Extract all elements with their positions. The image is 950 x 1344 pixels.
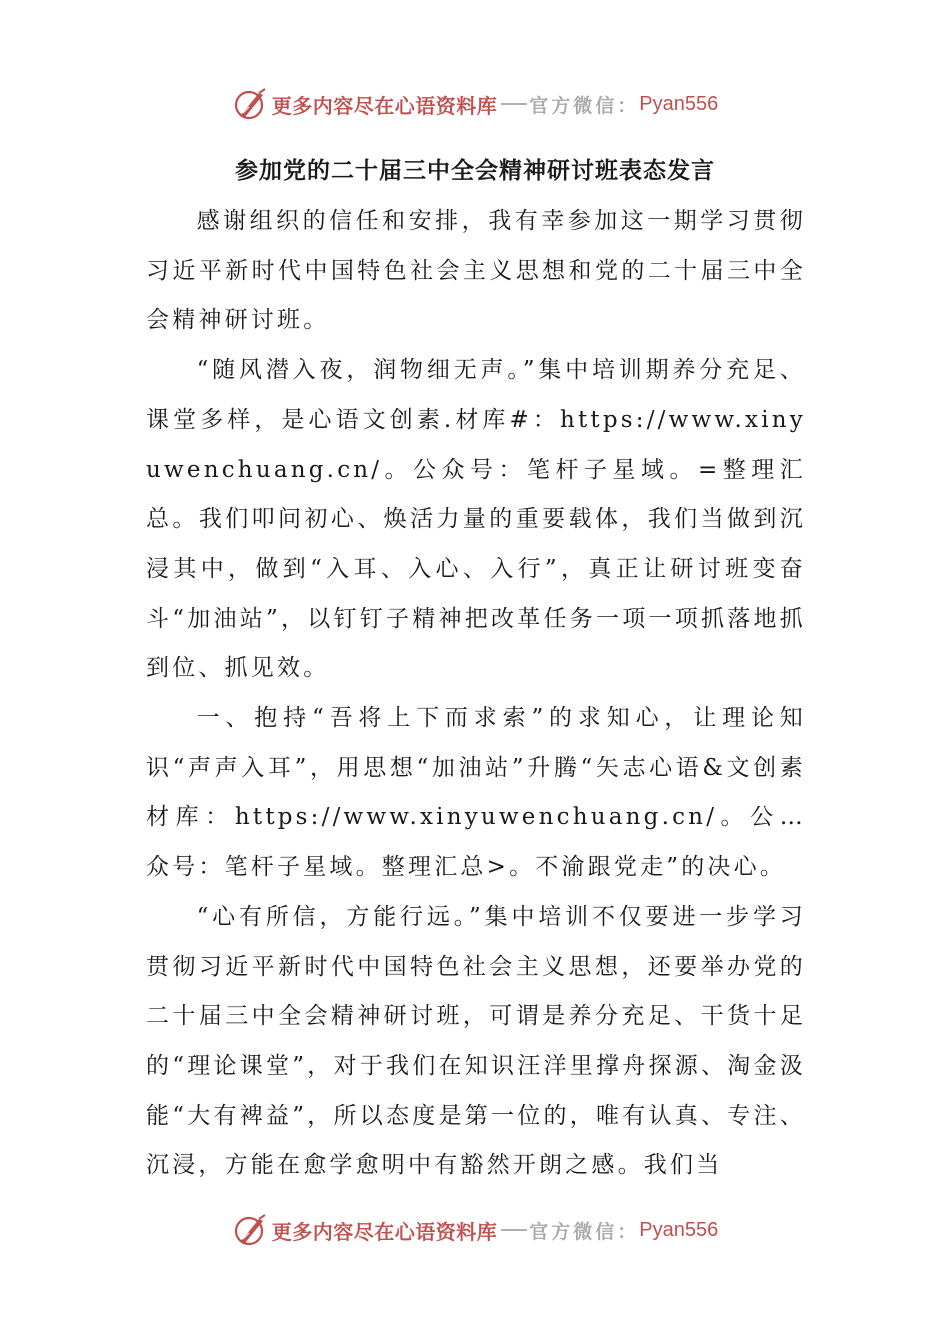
banner-official-label: 官方微信： (529, 94, 640, 117)
banner-dash (501, 1229, 527, 1231)
paragraph: 一、抱持“吾将上下而求索”的求知心，让理论知识“声声入耳”，用思想“加油站”升腾“矢志心语&文创素材库：https://www.xinyuwenchuang.cn/。公…众号：笔杆子星域。整理汇总>。不渝跟党走”的决心。 (146, 705, 806, 881)
banner-text: 更多内容尽在心语资料库 (271, 93, 498, 118)
quill-pen-logo-icon (232, 86, 268, 122)
quill-pen-logo-icon (232, 1212, 268, 1248)
header-banner (0, 84, 950, 124)
banner-text: 更多内容尽在心语资料库 (271, 1219, 498, 1244)
banner-wechat-id: Pyan556 (639, 1218, 719, 1241)
banner-dash (501, 103, 527, 105)
banner-official-label: 官方微信： (529, 1220, 640, 1243)
document-body (146, 197, 806, 1191)
paragraph: 感谢组织的信任和安排，我有幸参加这一期学习贯彻习近平新时代中国特色社会主义思想和党的二十届三中全会精神研讨班。 (146, 208, 806, 334)
footer-banner (0, 1210, 950, 1250)
banner-wechat-id: Pyan556 (639, 92, 719, 115)
paragraph: “心有所信，方能行远。”集中培训不仅要进一步学习贯彻习近平新时代中国特色社会主义思想，还要举办党的二十届三中全会精神研讨班，可谓是养分充足、干货十足的“理论课堂”，对于我们在知识汪洋里撑舟探源、淘金汲能“大有裨益”，所以态度是第一位的，唯有认真、专注、沉浸，方能在愈学愈明中有豁然开朗之感。我们当 (146, 903, 806, 1179)
paragraph: “随风潜入夜，润物细无声。”集中培训期养分充足、课堂多样，是心语文创素.材库#：https://www.xinyuwenchuang.cn/。公众号：笔杆子星域。=整理汇总。我们叩问初心、焕活力量的重要载体，我们当做到沉浸其中，做到“入耳、入心、入行”，真正让研讨班变奋斗“加油站”，以钉钉子精神把改革任务一项一项抓落地抓到位、抓见效。 (146, 357, 806, 682)
document-title: 参加党的二十届三中全会精神研讨班表态发言 (235, 157, 715, 184)
